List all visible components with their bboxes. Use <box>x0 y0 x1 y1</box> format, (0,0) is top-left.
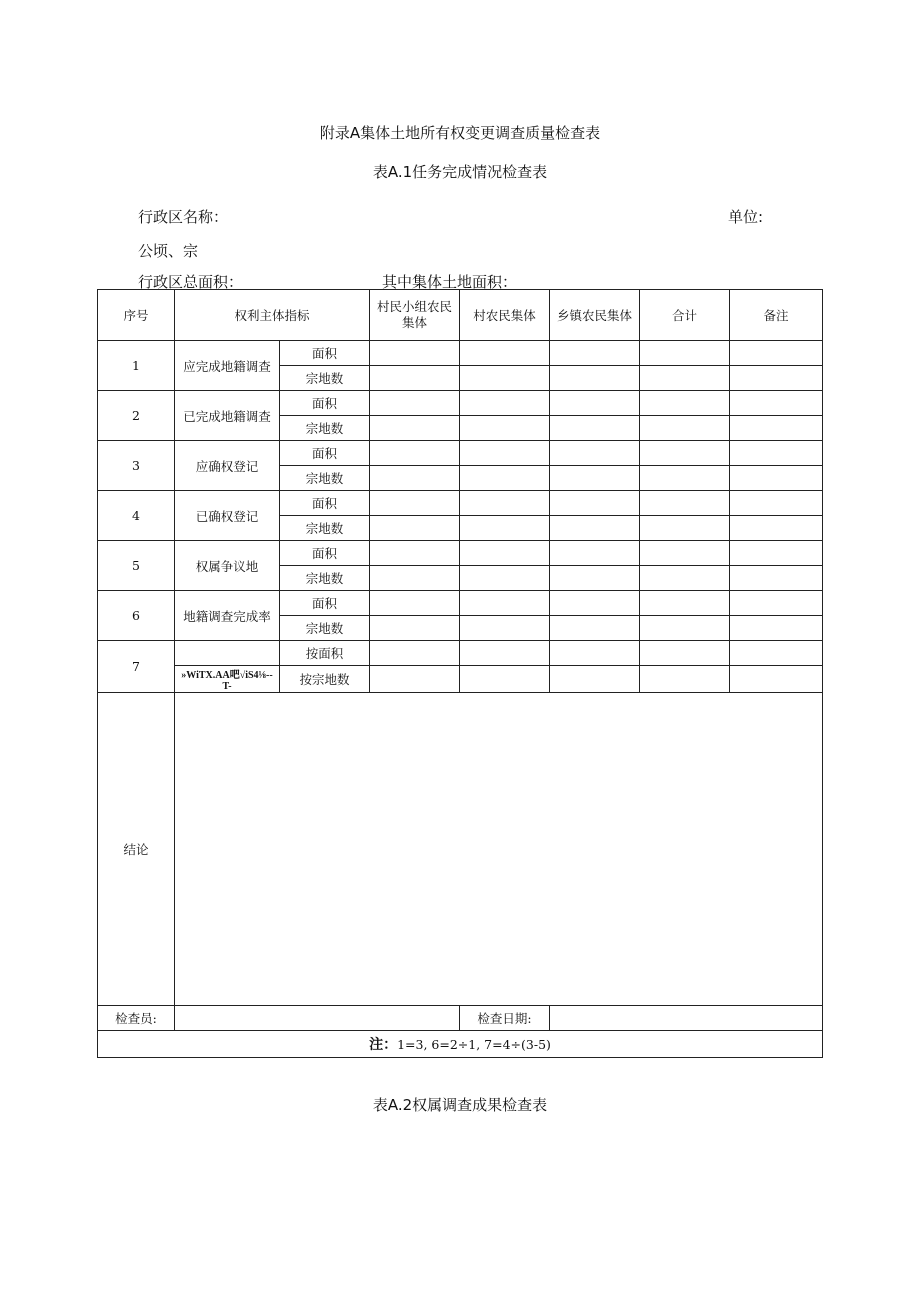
note-label: 注： <box>369 1037 398 1053</box>
cell[interactable] <box>730 341 823 366</box>
task-completion-table <box>97 289 823 1058</box>
header-row <box>98 290 823 341</box>
cell[interactable] <box>730 641 823 666</box>
cell[interactable] <box>640 366 730 391</box>
row-no: 2 <box>98 391 175 441</box>
district-name-label: 行政区名称： <box>138 208 229 226</box>
cell[interactable] <box>550 516 640 541</box>
row-item: 已完成地籍调查 <box>175 391 280 441</box>
cell[interactable] <box>550 591 640 616</box>
cell[interactable] <box>550 541 640 566</box>
cell[interactable] <box>370 491 460 516</box>
header-remark: 备注 <box>730 290 823 341</box>
row-item: 应确权登记 <box>175 441 280 491</box>
table-row <box>98 666 823 693</box>
cell[interactable] <box>370 641 460 666</box>
cell[interactable] <box>550 341 640 366</box>
cell[interactable] <box>460 566 550 591</box>
cell[interactable] <box>730 441 823 466</box>
inspection-date-cell[interactable] <box>550 1006 823 1031</box>
cell[interactable] <box>460 441 550 466</box>
row-item-garbled: »WiTX.AA吧√iS4⅛--T- <box>175 666 280 693</box>
row-sub-count: 宗地数 <box>280 566 370 591</box>
cell[interactable] <box>730 566 823 591</box>
collective-area-label: 其中集体土地面积： <box>382 273 518 291</box>
row-sub-count: 宗地数 <box>280 616 370 641</box>
note-row <box>98 1031 823 1058</box>
row-sub-area: 面积 <box>280 391 370 416</box>
appendix-title: 附录A集体土地所有权变更调查质量检查表 <box>319 124 601 142</box>
cell[interactable] <box>370 391 460 416</box>
table-row <box>98 591 823 616</box>
row-item-blank <box>175 641 280 666</box>
header-total: 合计 <box>640 290 730 341</box>
cell[interactable] <box>730 391 823 416</box>
cell[interactable] <box>550 666 640 693</box>
table-a1-title: 表A.1任务完成情况检查表 <box>372 163 548 181</box>
cell[interactable] <box>460 641 550 666</box>
header-township: 乡镇农民集体 <box>550 290 640 341</box>
cell[interactable] <box>640 341 730 366</box>
cell[interactable] <box>640 491 730 516</box>
table-row <box>98 491 823 516</box>
cell[interactable] <box>730 516 823 541</box>
cell[interactable] <box>370 466 460 491</box>
row-sub-area: 面积 <box>280 441 370 466</box>
cell[interactable] <box>640 641 730 666</box>
row-sub-area: 面积 <box>280 491 370 516</box>
cell[interactable] <box>460 466 550 491</box>
cell[interactable] <box>550 466 640 491</box>
cell[interactable] <box>550 616 640 641</box>
cell[interactable] <box>550 416 640 441</box>
table-row <box>98 441 823 466</box>
table-row <box>98 391 823 416</box>
row-sub-count: 宗地数 <box>280 516 370 541</box>
cell[interactable] <box>370 591 460 616</box>
cell[interactable] <box>370 516 460 541</box>
row-no: 3 <box>98 441 175 491</box>
row-sub-area: 面积 <box>280 341 370 366</box>
cell[interactable] <box>370 616 460 641</box>
cell[interactable] <box>640 516 730 541</box>
conclusion-label: 结论 <box>98 693 175 1006</box>
header-village: 村农民集体 <box>460 290 550 341</box>
cell[interactable] <box>730 491 823 516</box>
row-sub-area: 面积 <box>280 541 370 566</box>
cell[interactable] <box>460 516 550 541</box>
header-indicator: 权利主体指标 <box>175 290 370 341</box>
row-sub-area: 面积 <box>280 591 370 616</box>
row-sub-by-count: 按宗地数 <box>280 666 370 693</box>
row-item: 应完成地籍调查 <box>175 341 280 391</box>
cell[interactable] <box>460 591 550 616</box>
cell[interactable] <box>550 566 640 591</box>
cell[interactable] <box>550 491 640 516</box>
cell[interactable] <box>730 416 823 441</box>
cell[interactable] <box>460 366 550 391</box>
inspection-date-label: 检查日期: <box>460 1006 550 1031</box>
table-a2-title: 表A.2权属调查成果检查表 <box>372 1096 548 1114</box>
cell[interactable] <box>640 416 730 441</box>
cell[interactable] <box>550 366 640 391</box>
note-text: 1=3, 6=2÷1, 7=4÷(3-5) <box>397 1037 551 1052</box>
cell[interactable] <box>730 616 823 641</box>
row-no: 7 <box>98 641 175 693</box>
inspector-cell[interactable] <box>175 1006 460 1031</box>
row-no: 4 <box>98 491 175 541</box>
cell[interactable] <box>640 591 730 616</box>
cell[interactable] <box>460 491 550 516</box>
cell[interactable] <box>640 466 730 491</box>
row-item: 地籍调查完成率 <box>175 591 280 641</box>
unit-line2: 公顷、宗 <box>138 242 199 260</box>
cell[interactable] <box>550 441 640 466</box>
row-sub-count: 宗地数 <box>280 416 370 441</box>
signature-row <box>98 1006 823 1031</box>
header-villager-group: 村民小组农民集体 <box>370 290 460 341</box>
row-item: 已确权登记 <box>175 491 280 541</box>
cell[interactable] <box>460 391 550 416</box>
row-no: 6 <box>98 591 175 641</box>
cell[interactable] <box>730 366 823 391</box>
cell[interactable] <box>370 566 460 591</box>
conclusion-row <box>98 693 823 1006</box>
cell[interactable] <box>550 641 640 666</box>
row-sub-count: 宗地数 <box>280 366 370 391</box>
cell[interactable] <box>460 616 550 641</box>
cell[interactable] <box>460 666 550 693</box>
cell[interactable] <box>640 541 730 566</box>
cell[interactable] <box>370 341 460 366</box>
cell[interactable] <box>460 541 550 566</box>
cell[interactable] <box>640 616 730 641</box>
table-row <box>98 641 823 666</box>
cell[interactable] <box>370 541 460 566</box>
table-row <box>98 541 823 566</box>
total-area-label: 行政区总面积： <box>138 273 244 291</box>
cell[interactable] <box>460 341 550 366</box>
cell[interactable] <box>730 591 823 616</box>
cell[interactable] <box>370 416 460 441</box>
row-no: 5 <box>98 541 175 591</box>
row-sub-count: 宗地数 <box>280 466 370 491</box>
cell[interactable] <box>730 541 823 566</box>
cell[interactable] <box>730 666 823 693</box>
row-item: 权属争议地 <box>175 541 280 591</box>
cell[interactable] <box>730 466 823 491</box>
row-no: 1 <box>98 341 175 391</box>
table-row <box>98 341 823 366</box>
cell[interactable] <box>370 366 460 391</box>
cell[interactable] <box>640 666 730 693</box>
row-sub-by-area: 按面积 <box>280 641 370 666</box>
cell[interactable] <box>640 391 730 416</box>
cell[interactable] <box>370 441 460 466</box>
cell[interactable] <box>550 391 640 416</box>
conclusion-cell[interactable] <box>175 693 823 1006</box>
note-cell <box>98 1031 823 1058</box>
cell[interactable] <box>640 441 730 466</box>
cell[interactable] <box>640 566 730 591</box>
cell[interactable] <box>460 416 550 441</box>
header-no: 序号 <box>98 290 175 341</box>
unit-label: 单位: <box>728 208 764 226</box>
cell[interactable] <box>370 666 460 693</box>
inspector-label: 检查员: <box>98 1006 175 1031</box>
